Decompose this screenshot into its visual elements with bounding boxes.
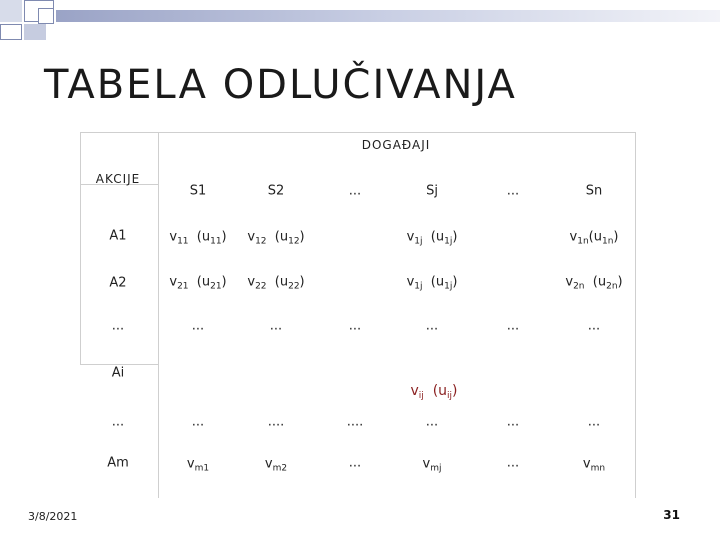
table-cell: $v_{1n}(u_{1n})$ — [569, 229, 619, 247]
table-cell: $v_{11}$ $(u_{11})$ — [169, 229, 227, 247]
decision-table — [80, 132, 636, 498]
table-cell: ... — [425, 414, 439, 430]
table-cell: ... — [506, 455, 520, 471]
action-label: Ai — [111, 365, 125, 381]
action-label: Am — [107, 455, 129, 471]
table-divider — [158, 132, 159, 498]
table-cell: $v_{mj}$ — [422, 456, 442, 474]
decor-square — [0, 24, 22, 40]
table-border-top — [80, 132, 636, 133]
highlight-cell: $v_{ij}$ $(u_{ij})$ — [410, 383, 458, 401]
slide-title: TABELA ODLUČIVANJA — [44, 62, 517, 108]
action-label: ... — [111, 414, 125, 430]
table-cell: .... — [267, 414, 285, 430]
action-label: A2 — [109, 275, 127, 291]
column-header: Sj — [426, 183, 438, 199]
column-header: S2 — [267, 183, 285, 199]
table-border-left — [80, 132, 81, 364]
table-cell: $v_{mn}$ — [582, 456, 606, 474]
table-cell: ... — [348, 318, 362, 334]
table-cell: ... — [587, 318, 601, 334]
column-header: ... — [348, 183, 362, 199]
decor-square — [38, 8, 54, 24]
table-cell: $v_{22}$ $(u_{22})$ — [247, 274, 305, 292]
actions-header: AKCIJE — [95, 172, 141, 186]
action-label: A1 — [109, 228, 127, 244]
decor-square — [24, 24, 46, 40]
page-number: 31 — [663, 508, 680, 522]
table-cell: .... — [346, 414, 364, 430]
table-cell: ... — [425, 318, 439, 334]
table-cell: ... — [191, 318, 205, 334]
table-cell: $v_{1j}$ $(u_{1j})$ — [406, 229, 458, 247]
table-cell: ... — [348, 455, 362, 471]
table-cell: $v_{21}$ $(u_{21})$ — [169, 274, 227, 292]
table-cell: ... — [506, 414, 520, 430]
table-cell: $v_{m1}$ — [186, 456, 210, 474]
table-cell: ... — [191, 414, 205, 430]
table-cell: ... — [506, 318, 520, 334]
decor-square — [0, 0, 22, 22]
table-border-right — [635, 132, 636, 498]
table-cell: $v_{12}$ $(u_{12})$ — [247, 229, 305, 247]
table-cell: ... — [587, 414, 601, 430]
column-header: ... — [506, 183, 520, 199]
column-header: S1 — [189, 183, 207, 199]
column-header: Sn — [585, 183, 603, 199]
table-cell: ... — [269, 318, 283, 334]
table-cell: $v_{m2}$ — [264, 456, 288, 474]
decor-top-bar — [56, 10, 720, 22]
events-header: DOGAĐAJI — [361, 138, 431, 152]
table-cell: $v_{1j}$ $(u_{1j})$ — [406, 274, 458, 292]
table-cell: $v_{2n}$ $(u_{2n})$ — [565, 274, 623, 292]
action-label: ... — [111, 318, 125, 334]
slide-date: 3/8/2021 — [28, 510, 78, 523]
